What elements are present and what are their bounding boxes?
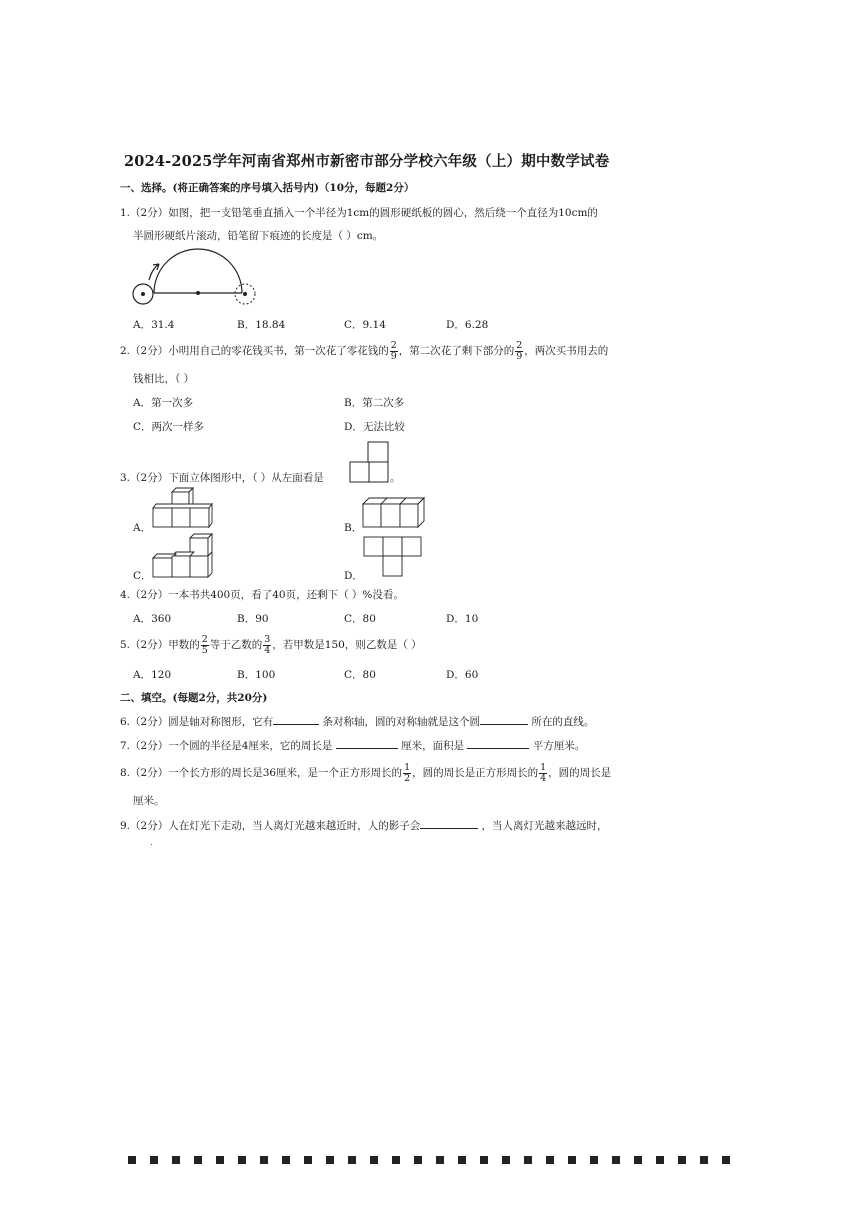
- q1-line1: 1.（2分）如图，把一支铅笔垂直插入一个半径为1cm的圆形硬纸板的圆心，然后绕一个直径为10cm的: [120, 207, 598, 219]
- q2-option-a[interactable]: A．第一次多: [133, 397, 194, 409]
- q5-option-b[interactable]: B．100: [237, 669, 276, 681]
- q2-line2: 钱相比，（ ）: [133, 373, 195, 385]
- q7-line: [120, 738, 585, 753]
- q9-blank-1[interactable]: [420, 818, 478, 829]
- q9-line: [120, 818, 608, 833]
- footer-dot: [524, 1156, 532, 1164]
- footer-dot: [326, 1156, 334, 1164]
- q2-text-1: 2.（2分）小明用自己的零花钱买书，第一次花了零花钱的: [120, 345, 389, 357]
- q4-option-b[interactable]: B．90: [237, 613, 269, 625]
- exam-title: 2024-2025学年河南省郑州市新密市部分学校六年级（上）期中数学试卷: [124, 153, 610, 170]
- q6-text-3: 所在的直线。: [531, 716, 595, 728]
- footer-dot: [304, 1156, 312, 1164]
- footer-dot: [172, 1156, 180, 1164]
- q6-blank-2[interactable]: [480, 714, 528, 725]
- q1-option-b[interactable]: B．18.84: [237, 319, 286, 331]
- q8-text-2: ，圆的周长是正方形周长的: [412, 767, 539, 779]
- footer-dot: [678, 1156, 686, 1164]
- q4-text: 4.（2分）一本书共400页，看了40页，还剩下（ ）%没看。: [120, 589, 404, 601]
- q7-blank-1[interactable]: [336, 738, 398, 749]
- q4-option-a[interactable]: A．360: [133, 613, 172, 625]
- footer-dot: [722, 1156, 730, 1164]
- q6-blank-1[interactable]: [273, 714, 319, 725]
- footer-dot: [260, 1156, 268, 1164]
- q2-fraction-2: $\frac{2}{9}$: [516, 339, 523, 362]
- q9-text-2: ，当人离灯光越来越远时，: [481, 820, 608, 832]
- q2-option-c[interactable]: C．两次一样多: [133, 421, 205, 433]
- q5-line: [120, 632, 422, 658]
- q3-text: 3.（2分）下面立体图形中，（ ）从左面看是: [120, 472, 324, 484]
- q1-semicircle-figure: [128, 246, 263, 308]
- section-fill-heading: 二、填空。(每题2分，共20分): [120, 692, 268, 704]
- q5-option-d[interactable]: D．60: [446, 669, 479, 681]
- q6-text-1: 6.（2分）圆是轴对称图形，它有: [120, 716, 274, 728]
- q5-text-1: 5.（2分）甲数的: [120, 639, 200, 651]
- footer-dot: [238, 1156, 246, 1164]
- q5-fraction-1: $\frac{2}{5}$: [201, 633, 208, 656]
- q9-text-1: 9.（2分）人在灯光下走动，当人离灯光越来越近时，人的影子会: [120, 820, 421, 832]
- q8-text-1: 8.（2分）一个长方形的周长是36厘米，是一个正方形周长的: [120, 767, 403, 779]
- q1-line2: 半圆形硬纸片滚动，铅笔留下痕迹的长度是（ ）cm。: [133, 230, 384, 242]
- q2-line1: [120, 338, 608, 364]
- footer-dot: [502, 1156, 510, 1164]
- q5-text-3: ，若甲数是150，则乙数是（ ）: [272, 639, 422, 651]
- q5-option-a[interactable]: A．120: [133, 669, 172, 681]
- q6-text-2: 条对称轴，圆的对称轴就是这个圆: [322, 716, 481, 728]
- footer-dot: [458, 1156, 466, 1164]
- footer-dot: [150, 1156, 158, 1164]
- q7-text-3: 平方厘米。: [532, 740, 586, 752]
- q5-option-c[interactable]: C．80: [344, 669, 376, 681]
- footer-dot: [480, 1156, 488, 1164]
- footer-dot: [282, 1156, 290, 1164]
- footer-dot: [436, 1156, 444, 1164]
- q1-option-a[interactable]: A．31.4: [133, 319, 175, 331]
- q2-option-b[interactable]: B．第二次多: [344, 397, 405, 409]
- q3-end: 。: [390, 472, 401, 484]
- q6-line: [120, 714, 594, 729]
- q2-option-d[interactable]: D．无法比较: [344, 421, 405, 433]
- footer-dot: [656, 1156, 664, 1164]
- q3-option-b-figure: [362, 496, 426, 530]
- q3-option-a[interactable]: A．: [133, 522, 152, 534]
- q4-option-d[interactable]: D．10: [446, 613, 479, 625]
- q2-text-3: ，两次买书用去的: [524, 345, 609, 357]
- q3-left-view-figure: [349, 441, 391, 483]
- footer-dot: [194, 1156, 202, 1164]
- q8-line2: 厘米。: [133, 795, 165, 807]
- q8-line1: [120, 760, 611, 786]
- q7-text-2: 厘米，面积是: [401, 740, 465, 752]
- footer-dot: [590, 1156, 598, 1164]
- q7-blank-2[interactable]: [467, 738, 529, 749]
- footer-dotted-bar: [128, 1155, 743, 1165]
- footer-dot: [546, 1156, 554, 1164]
- q1-option-d[interactable]: D．6.28: [446, 319, 489, 331]
- stray-mark: .: [150, 838, 153, 847]
- q7-text-1: 7.（2分）一个圆的半径是4厘米，它的周长是: [120, 740, 333, 752]
- q8-text-3: ，圆的周长是: [548, 767, 612, 779]
- footer-dot: [612, 1156, 620, 1164]
- footer-dot: [634, 1156, 642, 1164]
- footer-dot: [128, 1156, 136, 1164]
- q2-fraction-1: $\frac{2}{9}$: [390, 339, 397, 362]
- q3-option-c-figure: [152, 533, 216, 579]
- q3-option-c[interactable]: C．: [133, 570, 152, 582]
- footer-dot: [370, 1156, 378, 1164]
- footer-dot: [392, 1156, 400, 1164]
- q3-option-d[interactable]: D．: [344, 570, 363, 582]
- q5-fraction-2: $\frac{3}{4}$: [264, 633, 271, 656]
- q1-option-c[interactable]: C．9.14: [344, 319, 386, 331]
- footer-dot: [216, 1156, 224, 1164]
- q3-option-d-figure: [363, 536, 425, 578]
- footer-dot: [700, 1156, 708, 1164]
- q4-option-c[interactable]: C．80: [344, 613, 376, 625]
- footer-dot: [348, 1156, 356, 1164]
- q8-fraction-1: $\frac{1}{2}$: [404, 761, 411, 784]
- q3-option-a-figure: [152, 486, 216, 530]
- section-choice-heading: 一、选择。(将正确答案的序号填入括号内)（10分，每题2分）: [120, 182, 415, 194]
- q3-option-b[interactable]: B．: [344, 522, 363, 534]
- q8-fraction-2: $\frac{1}{4}$: [540, 761, 547, 784]
- footer-dot: [568, 1156, 576, 1164]
- q2-text-2: ，第二次花了剩下部分的: [398, 345, 515, 357]
- footer-dot: [414, 1156, 422, 1164]
- q5-text-2: 等于乙数的: [209, 639, 263, 651]
